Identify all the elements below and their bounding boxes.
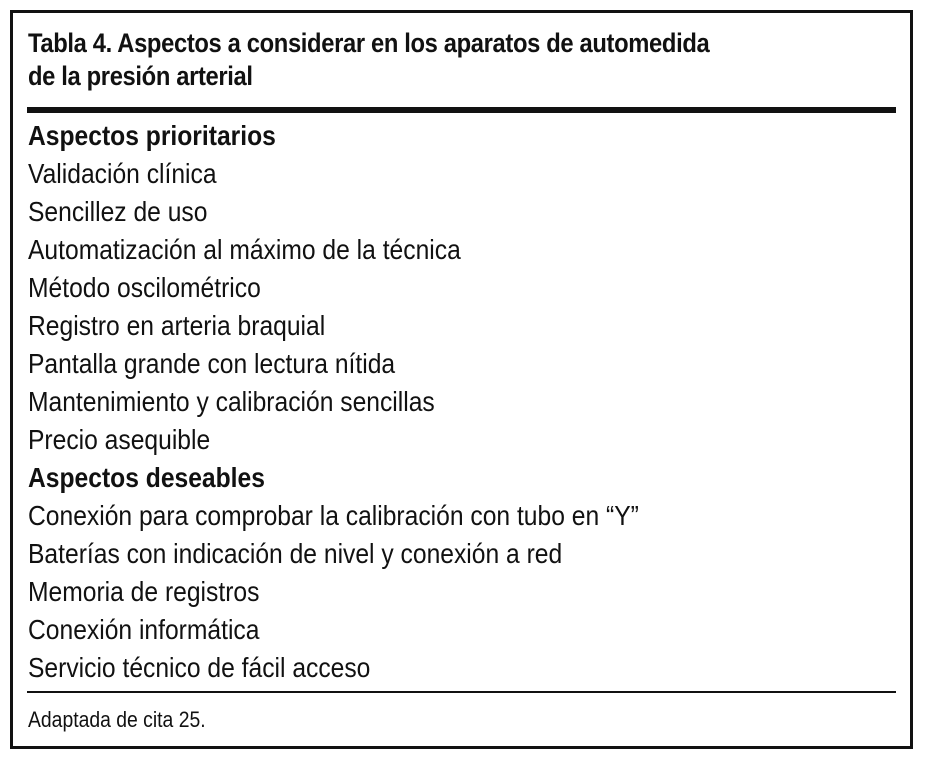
table-title-line-2: de la presión arterial	[28, 61, 253, 91]
list-item: Conexión informática	[28, 614, 260, 645]
table-title-line-1: Tabla 4. Aspectos a considerar en los aparatos de automedida	[28, 28, 710, 58]
source-note: Adaptada de cita 25.	[28, 707, 206, 732]
list-item: Memoria de registros	[28, 576, 260, 607]
table-frame	[10, 10, 913, 749]
list-item: Validación clínica	[28, 158, 217, 189]
list-item: Sencillez de uso	[28, 196, 208, 227]
list-item: Pantalla grande con lectura nítida	[28, 348, 396, 379]
list-item: Registro en arteria braquial	[28, 310, 326, 341]
section-heading-deseables: Aspectos deseables	[28, 462, 265, 493]
title-divider	[27, 107, 896, 113]
list-item: Baterías con indicación de nivel y conexión a red	[28, 538, 563, 569]
list-item: Método oscilométrico	[28, 272, 261, 303]
list-item: Precio asequible	[28, 424, 211, 455]
list-item: Servicio técnico de fácil acceso	[28, 652, 371, 683]
list-item: Conexión para comprobar la calibración con tubo en “Y”	[28, 500, 639, 531]
table-title	[28, 27, 785, 93]
footer-divider	[27, 691, 896, 693]
section-heading-prioritarios: Aspectos prioritarios	[28, 120, 276, 151]
table-body	[28, 117, 908, 687]
list-item: Mantenimiento y calibración sencillas	[28, 386, 435, 417]
list-item: Automatización al máximo de la técnica	[28, 234, 461, 265]
